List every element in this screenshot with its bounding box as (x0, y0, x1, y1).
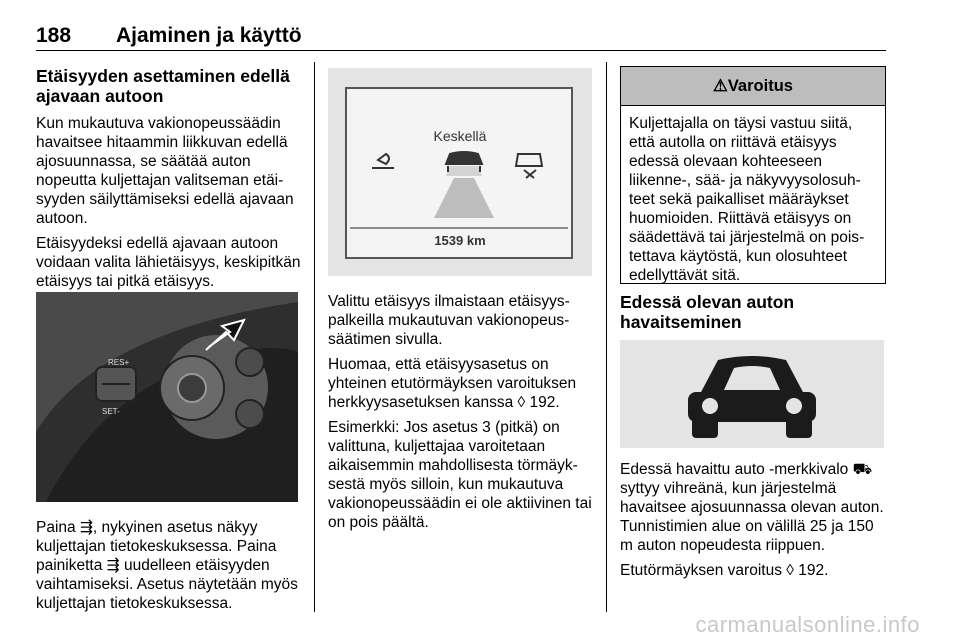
res-plus-label: RES+ (108, 358, 130, 367)
column-3 (620, 460, 886, 586)
display-odometer: 1539 km (434, 233, 486, 248)
warning-title: ⚠Varoitus (621, 67, 885, 106)
column-divider-1 (314, 62, 315, 612)
section-heading: Edessä olevan auton havaitseminen (620, 292, 795, 332)
paragraph: Esimerkki: Jos asetus 3 (pitkä) on valittuna, kuljettajaa varoitetaan aikaisemmin mahdollisesta törmäyksestä myös silloin, kun mukautuva vakionopeussäädin ei ole aktiivinen tai on pois päältä. (328, 419, 592, 531)
page-header (36, 24, 886, 50)
driver-info-display-image (328, 68, 592, 276)
column-divider-2 (606, 62, 607, 612)
car-icon (620, 340, 884, 448)
warning-text: Kuljettajalla on täysi vastuu siitä, että autolla on riittävä etäisyys edessä olevaan kohteeseen liikenne-, sää- ja näkyvyysolosuhteet sekä paikalliset määräykset huomioiden. Riittävä etäisyys on säädettävä tai järjestelmä on poistettava käytöstä, kun olosuhteet edellyttävät sitä. (629, 115, 865, 284)
paragraph: Valittu etäisyys ilmaistaan etäisyyspalkeilla mukautuvan vakionopeussäätimen sivulla. (328, 293, 570, 348)
paragraph: Kun mukautuva vakionopeussäädin havaitsee hitaammin liikkuvan edellä ajosuunnassa, se säätää auton nopeutta kuljettajan valitseman etäisyyden säilyttämiseksi edellä ajavaan autoon. (36, 115, 294, 227)
column-1-bottom (36, 518, 302, 619)
paragraph: Edessä havaittu auto -merkkivalo ⛟ syttyy vihreänä, kun järjestelmä havaitsee ajosuunnassa olevan auton. Tunnistimien alue on välillä 25 ja 150 m auton nopeudesta riippuen. (620, 461, 884, 554)
column-3-heading (620, 292, 886, 340)
paragraph: Paina ⇶, nykyinen asetus näkyy kuljettajan tietokeskuksessa. Paina painiketta ⇶ uudelleen etäisyyden vaihtamiseksi. Asetus näytetään myös kuljettajan tietokeskuksessa. (36, 519, 298, 612)
set-minus-label: SET- (102, 407, 120, 416)
paragraph: Etäisyydeksi edellä ajavaan autoon voidaan valita lähietäisyys, keskipitkän etäisyys tai pitkä etäisyys. (36, 235, 301, 290)
vehicle-ahead-icon (620, 340, 884, 448)
header-rule (36, 50, 886, 51)
steering-wheel-illustration (36, 292, 298, 502)
steering-wheel-photo (36, 292, 298, 502)
paragraph: Huomaa, että etäisyysasetus on yhteinen etutörmäyksen varoituksen herkkyysasetuksen kanssa ◊ 192. (328, 356, 577, 411)
column-2 (328, 292, 594, 538)
section-heading: Etäisyyden asettaminen edellä ajavaan autoon (36, 66, 290, 106)
column-1 (36, 66, 302, 297)
warning-box (620, 66, 886, 284)
watermark: carmanualsonline.info (695, 612, 920, 637)
section-title: Ajaminen ja käyttö (116, 24, 302, 47)
page-number: 188 (36, 24, 72, 47)
display-mode-label: Keskellä (433, 128, 487, 144)
paragraph: Etutörmäyksen varoitus ◊ 192. (620, 562, 829, 579)
